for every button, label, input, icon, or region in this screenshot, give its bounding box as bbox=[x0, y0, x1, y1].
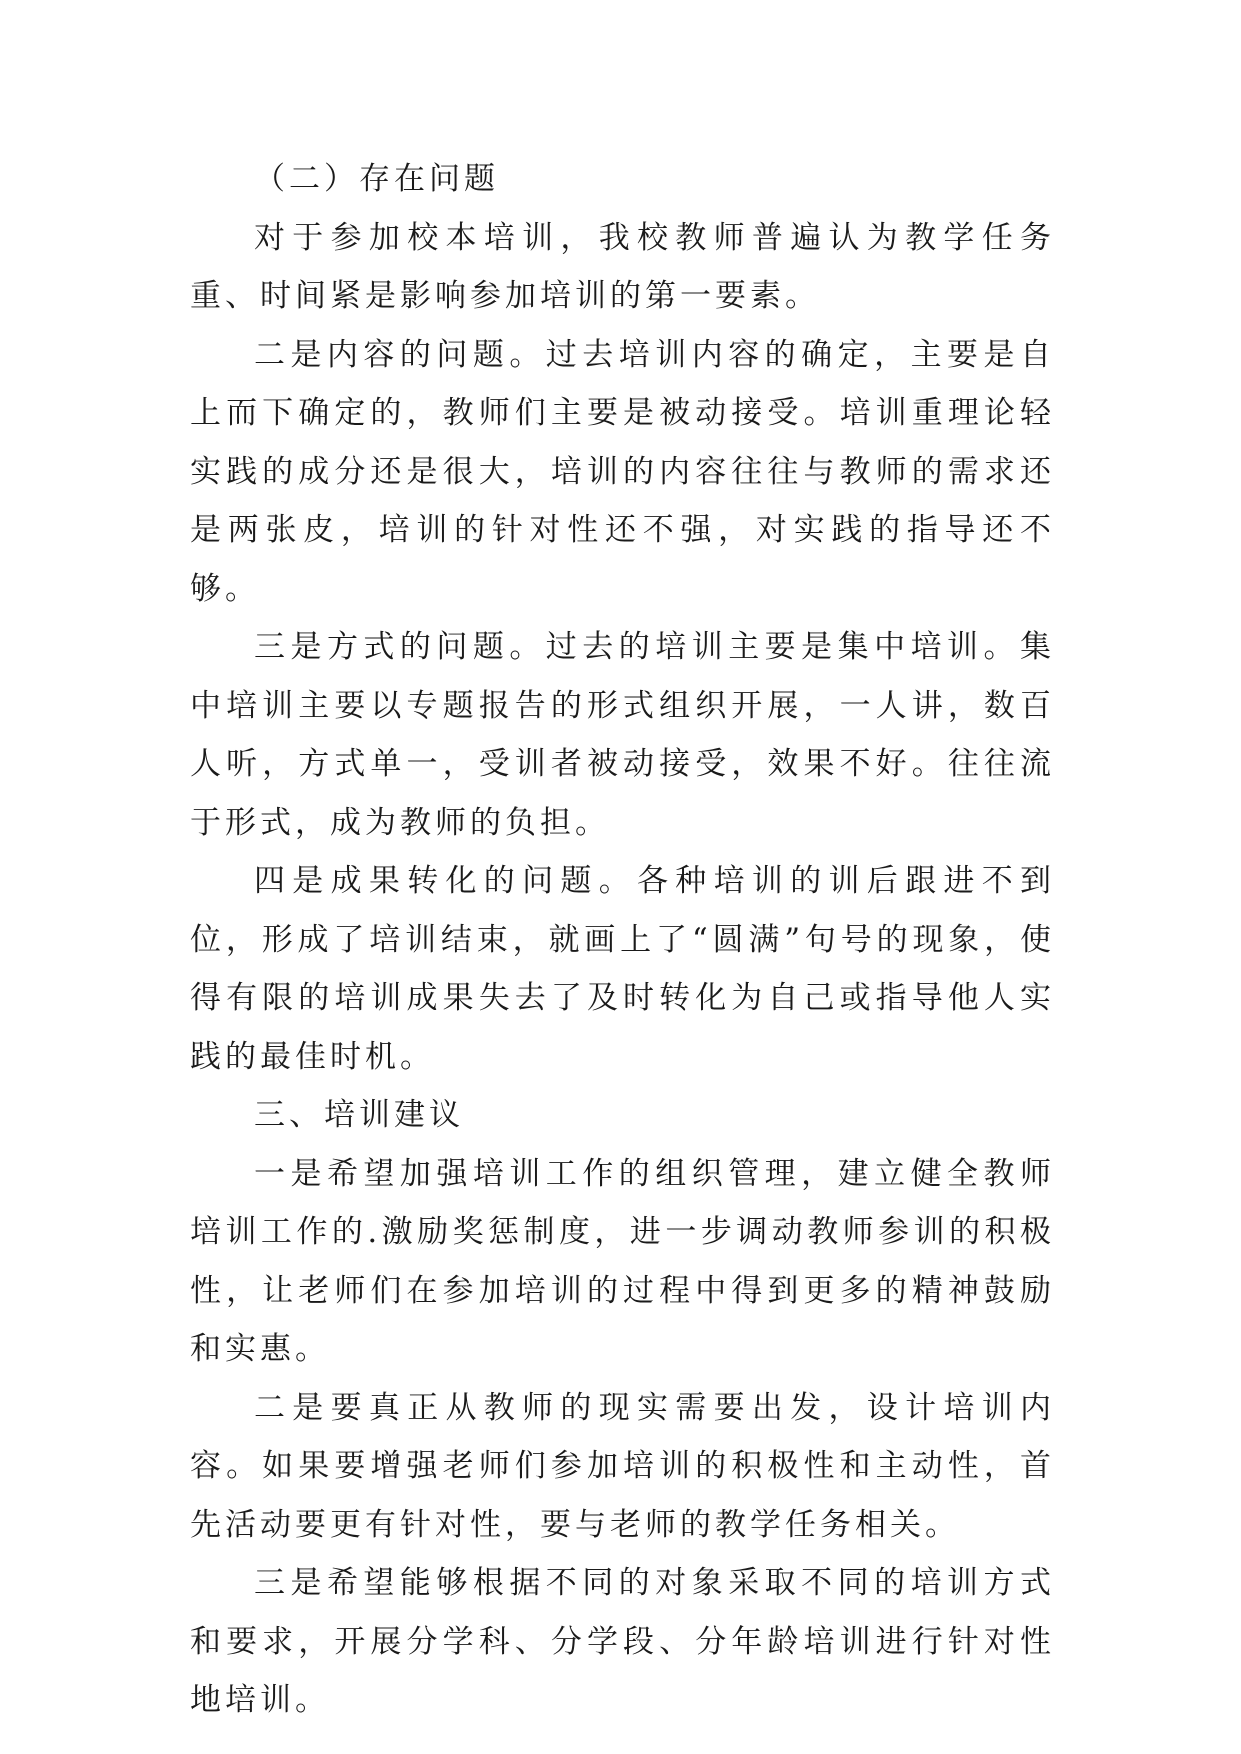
document-body bbox=[190, 150, 1055, 1730]
section-heading-problems: （二）存在问题 bbox=[254, 161, 499, 197]
paragraph: 三是方式的问题。过去的培训主要是集中培训。集中培训主要以专题报告的形式组织开展，一人讲，数百人听，方式单一，受训者被动接受，效果不好。往往流于形式，成为教师的负担。 bbox=[190, 629, 1055, 841]
paragraph: 二是内容的问题。过去培训内容的确定，主要是自上而下确定的，教师们主要是被动接受。培训重理论轻实践的成分还是很大，培训的内容往往与教师的需求还是两张皮，培训的针对性还不强，对实践的指导还不够。 bbox=[190, 336, 1055, 607]
paragraph: 三是希望能够根据不同的对象采取不同的培训方式和要求，开展分学科、分学段、分年龄培训进行针对性地培训。 bbox=[190, 1565, 1055, 1718]
paragraph: 一是希望加强培训工作的组织管理，建立健全教师培训工作的.激励奖惩制度，进一步调动教师参训的积极性，让老师们在参加培训的过程中得到更多的精神鼓励和实惠。 bbox=[190, 1155, 1055, 1367]
paragraph: 四是成果转化的问题。各种培训的训后跟进不到位，形成了培训结束，就画上了“圆满”句号的现象，使得有限的培训成果失去了及时转化为自己或指导他人实践的最佳时机。 bbox=[190, 863, 1055, 1075]
paragraph: 对于参加校本培训，我校教师普遍认为教学任务重、时间紧是影响参加培训的第一要素。 bbox=[190, 219, 1055, 314]
section-heading-suggestions: 三、培训建议 bbox=[254, 1097, 464, 1133]
paragraph: 二是要真正从教师的现实需要出发，设计培训内容。如果要增强老师们参加培训的积极性和主动性，首先活动要更有针对性，要与老师的教学任务相关。 bbox=[190, 1389, 1055, 1543]
